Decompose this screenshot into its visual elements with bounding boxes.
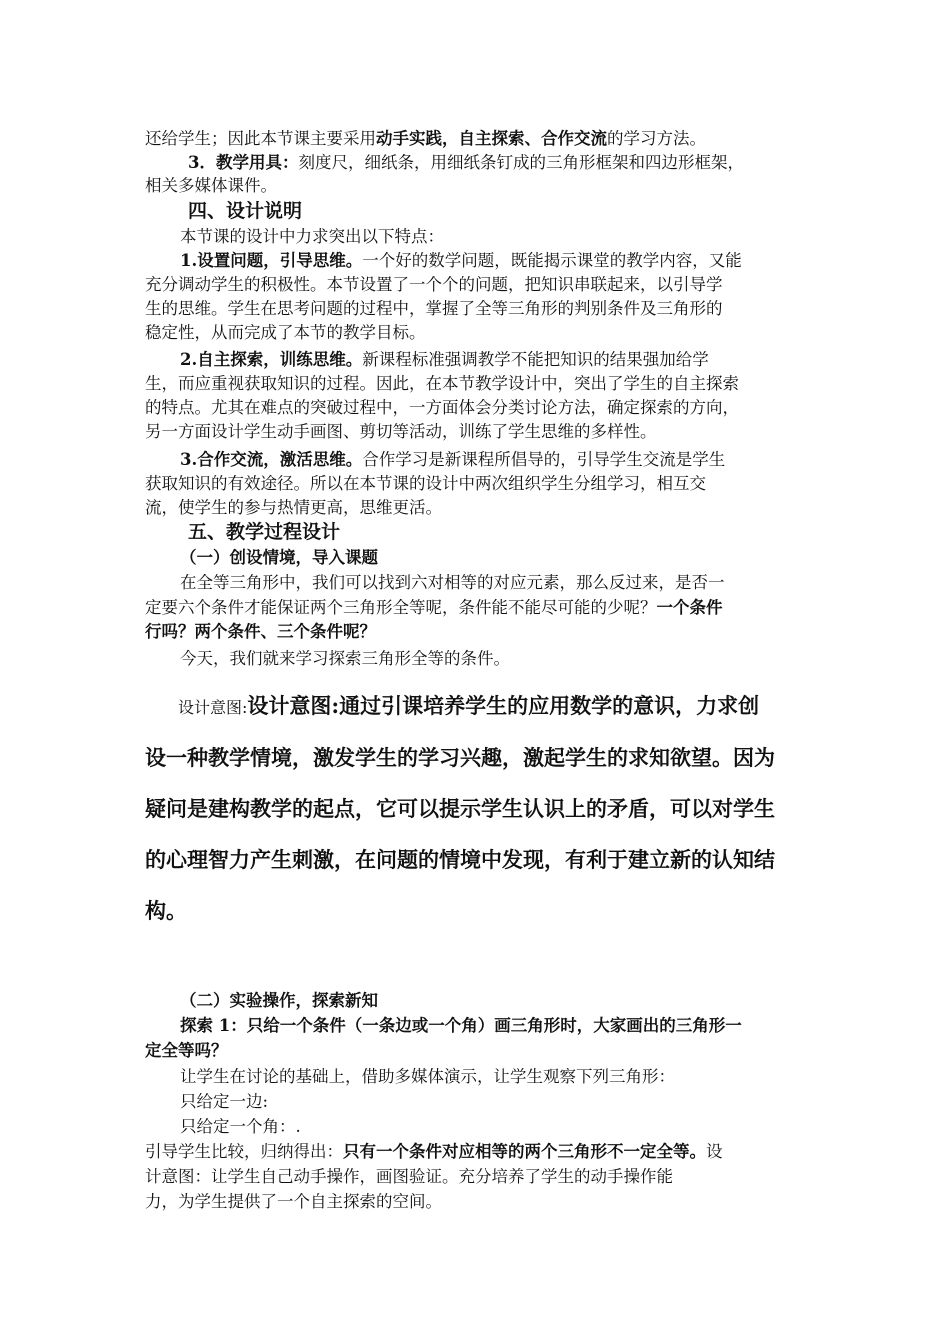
paragraph-line: 生，而应重视获取知识的过程。因此，在本节教学设计中，突出了学生的自主探索 xyxy=(145,374,739,393)
paragraph-line: 稳定性，从而完成了本节的教学目标。 xyxy=(145,323,426,342)
paragraph-line: 相关多媒体课件。 xyxy=(145,176,277,195)
paragraph-line: 充分调动学生的积极性。本节设置了一个个的问题，把知识串联起来，以引导学 xyxy=(145,275,723,294)
paragraph-line: 生的思维。学生在思考问题的过程中，掌握了全等三角形的判别条件及三角形的 xyxy=(145,299,723,318)
text-run: 的学习方法。 xyxy=(607,129,706,148)
paragraph-line: 探索 1：只给一个条件（一条边或一个角）画三角形时，大家画出的三角形一 xyxy=(180,1016,742,1035)
paragraph-line xyxy=(180,250,742,272)
bold-text-run: 行吗？两个条件、三个条件呢？ xyxy=(145,622,376,641)
paragraph-line: 定全等吗？ xyxy=(145,1041,228,1060)
paragraph-line xyxy=(145,597,723,619)
bold-text-run: 3.合作交流，激活思维。 xyxy=(180,450,363,469)
text-run: 设 xyxy=(706,1142,723,1161)
design-intent-label: 设计意图: xyxy=(178,698,248,717)
bold-text-run: 3．教学用具： xyxy=(188,153,299,172)
paragraph-line: 获取知识的有效途径。所以在本节课的设计中两次组织学生分组学习，相互交 xyxy=(145,474,706,493)
text-run: 一个好的数学问题，既能揭示课堂的教学内容，又能 xyxy=(362,251,742,270)
text-run: 合作学习是新课程所倡导的，引导学生交流是学生 xyxy=(362,450,726,469)
design-intent-line: 设一种教学情境，激发学生的学习兴趣，激起学生的求知欲望。因为 xyxy=(145,745,775,770)
paragraph-line xyxy=(180,349,709,371)
design-intent-line: 构。 xyxy=(145,898,187,923)
paragraph-line: 的特点。尤其在难点的突破过程中，一方面体会分类讨论方法，确定探索的方向， xyxy=(145,398,739,417)
paragraph-line: 今天，我们就来学习探索三角形全等的条件。 xyxy=(180,649,510,668)
text-run: 还给学生；因此本节课主要采用 xyxy=(145,129,376,148)
paragraph-line: 流，使学生的参与热情更高，思维更活。 xyxy=(145,498,442,517)
section-heading: 四、设计说明 xyxy=(188,200,303,222)
text-run: 引导学生比较，归纳得出： xyxy=(145,1142,343,1161)
bold-text-run: 只有一个条件对应相等的两个三角形不一定全等。 xyxy=(343,1142,706,1161)
bold-text-run: 1.设置问题，引导思维。 xyxy=(180,251,363,270)
paragraph-line xyxy=(145,621,376,643)
design-intent-text: 设计意图:通过引课培养学生的应用数学的意识，力求创 xyxy=(247,693,760,718)
paragraph-line xyxy=(180,449,725,471)
paragraph-line xyxy=(145,128,706,150)
section-heading: 五、教学过程设计 xyxy=(188,521,341,543)
paragraph-line: 在全等三角形中，我们可以找到六对相等的对应元素，那么反过来，是否一 xyxy=(180,573,725,592)
paragraph-line: 力，为学生提供了一个自主探索的空间。 xyxy=(145,1192,442,1211)
text-run: 刻度尺，细纸条，用细纸条钉成的三角形框架和四边形框架， xyxy=(298,153,744,172)
design-intent-line: 的心理智力产生刺激，在问题的情境中发现，有利于建立新的认知结 xyxy=(145,847,775,872)
bold-text-run: 一个条件 xyxy=(656,598,723,617)
paragraph-line: 计意图：让学生自己动手操作，画图验证。充分培养了学生的动手操作能 xyxy=(145,1167,673,1186)
paragraph-line xyxy=(188,152,744,174)
paragraph-line: 只给定一个角：. xyxy=(180,1117,301,1136)
text-run: 新课程标准强调教学不能把知识的结果强加给学 xyxy=(362,350,709,369)
paragraph-line: 另一方面设计学生动手画图、剪切等活动，训练了学生思维的多样性。 xyxy=(145,422,657,441)
subsection-heading: （二）实验操作，探索新知 xyxy=(180,991,378,1010)
paragraph-line: 让学生在讨论的基础上，借助多媒体演示，让学生观察下列三角形： xyxy=(180,1067,675,1086)
subsection-heading: （一）创设情境，导入课题 xyxy=(180,548,378,567)
paragraph-line: 只给定一边: xyxy=(180,1092,269,1111)
bold-text-run: 2.自主探索，训练思维。 xyxy=(180,350,363,369)
paragraph-line: 本节课的设计中力求突出以下特点： xyxy=(180,227,444,246)
paragraph-line xyxy=(145,1141,723,1163)
design-intent-line: 疑问是建构教学的起点，它可以提示学生认识上的矛盾，可以对学生 xyxy=(145,796,775,821)
text-run: 定要六个条件才能保证两个三角形全等呢，条件能不能尽可能的少呢？ xyxy=(145,598,657,617)
bold-text-run: 动手实践，自主探索、合作交流 xyxy=(376,129,607,148)
design-intent-line xyxy=(178,692,759,722)
